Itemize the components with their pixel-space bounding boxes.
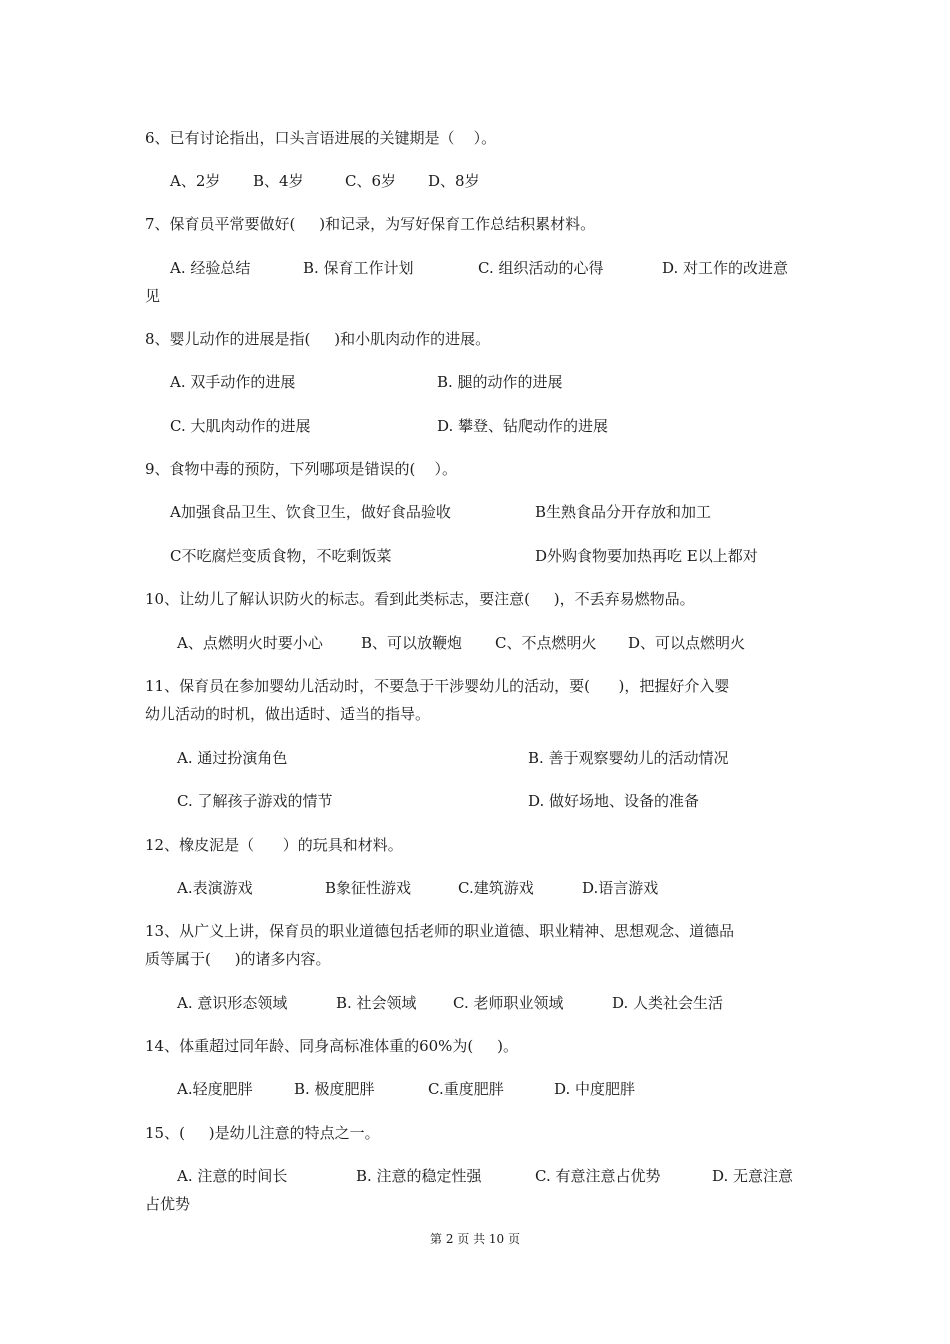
q8-option-c: C. 大肌肉动作的进展: [170, 417, 311, 435]
question-8: 8、婴儿动作的进展是指( )和小肌肉动作的进展。: [145, 330, 491, 348]
q15-option-c: C. 有意注意占优势: [535, 1167, 661, 1185]
q10-option-c: C、不点燃明火: [495, 634, 597, 652]
question-12: 12、橡皮泥是（ ）的玩具和材料。: [145, 836, 403, 854]
q12-option-a: A.表演游戏: [177, 879, 253, 897]
question-13-continued: 质等属于( )的诸多内容。: [145, 950, 331, 968]
question-14: 14、体重超过同年龄、同身高标准体重的60%为( )。: [145, 1037, 518, 1055]
page-footer: 第 2 页 共 10 页: [430, 1232, 520, 1246]
q15-option-b: B. 注意的稳定性强: [356, 1167, 482, 1185]
question-6: 6、已有讨论指出，口头言语进展的关键期是（ ）。: [145, 129, 497, 147]
q11-option-a: A. 通过扮演角色: [177, 749, 288, 767]
question-10: 10、让幼儿了解认识防火的标志。看到此类标志，要注意( )，不丢弃易燃物品。: [145, 590, 695, 608]
q9-option-c: C不吃腐烂变质食物，不吃剩饭菜: [170, 547, 392, 565]
q11-option-c: C. 了解孩子游戏的情节: [177, 792, 333, 810]
q6-option-d: D、8岁: [428, 172, 480, 190]
q12-option-c: C.建筑游戏: [458, 879, 534, 897]
q15-option-d: D. 无意注意: [712, 1167, 794, 1185]
q14-option-c: C.重度肥胖: [428, 1080, 504, 1098]
q13-option-a: A. 意识形态领域: [177, 994, 288, 1012]
q13-option-c: C. 老师职业领域: [453, 994, 564, 1012]
q7-option-d-continued: 见: [145, 287, 161, 305]
q6-option-a: A、2岁: [170, 172, 221, 190]
q12-option-b: B象征性游戏: [325, 879, 412, 897]
q8-option-a: A. 双手动作的进展: [170, 373, 296, 391]
q14-option-a: A.轻度肥胖: [177, 1080, 253, 1098]
q14-option-d: D. 中度肥胖: [554, 1080, 636, 1098]
q14-option-b: B. 极度肥胖: [294, 1080, 375, 1098]
q7-option-d: D. 对工作的改进意: [662, 259, 789, 277]
q10-option-a: A、点燃明火时要小心: [177, 634, 323, 652]
q10-option-d: D、可以点燃明火: [628, 634, 746, 652]
q6-option-c: C、6岁: [345, 172, 397, 190]
q7-option-c: C. 组织活动的心得: [478, 259, 604, 277]
q13-option-d: D. 人类社会生活: [612, 994, 724, 1012]
q6-option-b: B、4岁: [253, 172, 304, 190]
q9-option-b: B生熟食品分开存放和加工: [535, 503, 712, 521]
question-7: 7、保育员平常要做好( )和记录，为写好保育工作总结积累材料。: [145, 215, 596, 233]
q11-option-b: B. 善于观察婴幼儿的活动情况: [528, 749, 729, 767]
q15-option-a: A. 注意的时间长: [177, 1167, 288, 1185]
q15-option-d-continued: 占优势: [145, 1195, 191, 1213]
q9-option-a: A加强食品卫生、饮食卫生，做好食品验收: [170, 503, 451, 521]
q10-option-b: B、可以放鞭炮: [361, 634, 463, 652]
q8-option-d: D. 攀登、钻爬动作的进展: [437, 417, 609, 435]
question-11: 11、保育员在参加婴幼儿活动时，不要急于干涉婴幼儿的活动，要( )，把握好介入婴: [145, 677, 730, 695]
question-11-continued: 幼儿活动的时机，做出适时、适当的指导。: [145, 705, 431, 723]
q7-option-b: B. 保育工作计划: [303, 259, 414, 277]
question-13: 13、从广义上讲，保育员的职业道德包括老师的职业道德、职业精神、思想观念、道德品: [145, 922, 735, 940]
q8-option-b: B. 腿的动作的进展: [437, 373, 563, 391]
question-15: 15、( )是幼儿注意的特点之一。: [145, 1124, 380, 1142]
question-9: 9、食物中毒的预防，下列哪项是错误的( ）。: [145, 460, 457, 478]
q7-option-a: A. 经验总结: [170, 259, 251, 277]
q12-option-d: D.语言游戏: [582, 879, 659, 897]
q11-option-d: D. 做好场地、设备的准备: [528, 792, 700, 810]
q13-option-b: B. 社会领域: [336, 994, 417, 1012]
q9-option-d: D外购食物要加热再吃 E以上都对: [535, 547, 758, 565]
